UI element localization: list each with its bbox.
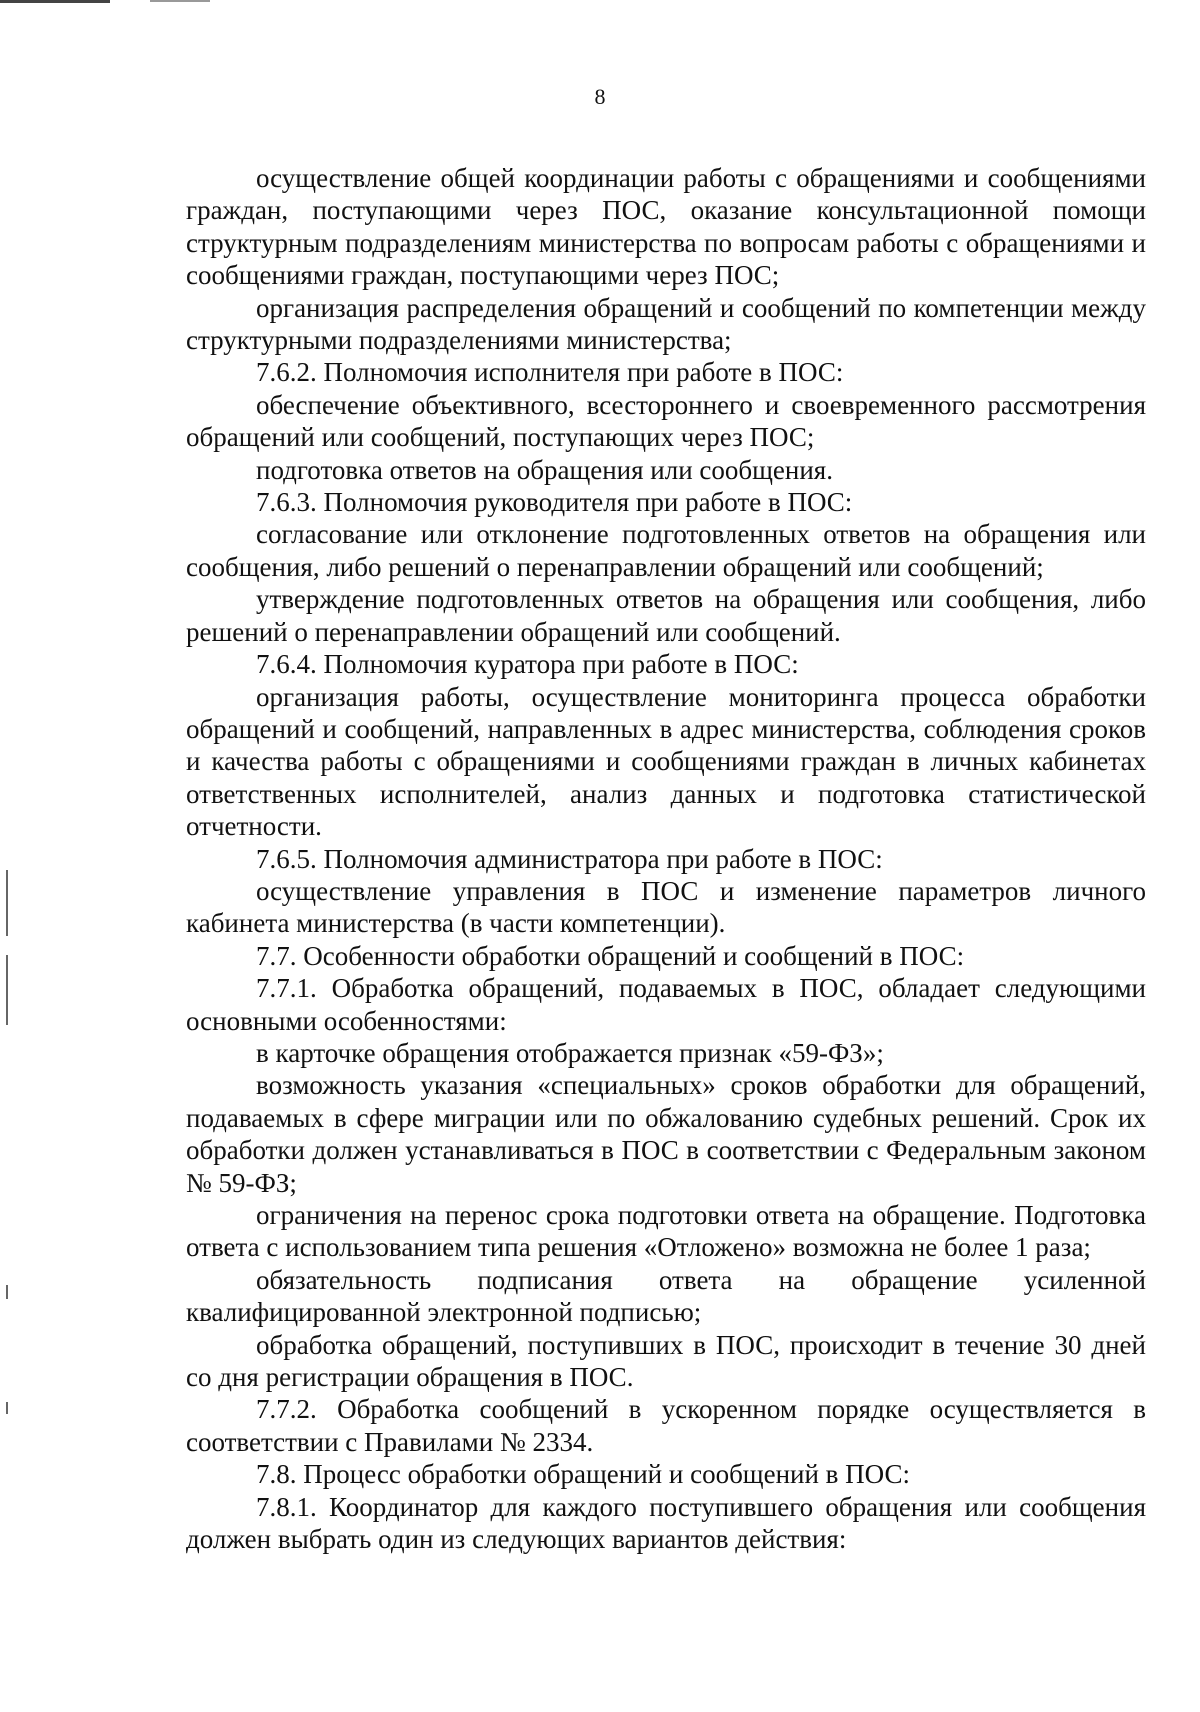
paragraph: в карточке обращения отображается признак «59-ФЗ»; [256,1037,884,1068]
paragraph: возможность указания «специальных» сроков обработки для обращений, подаваемых в сфере миграции или по обжалованию судебных решений. Срок их обработки должен устанавливаться в ПОС в соответствии с Федеральным законом № 59-ФЗ; [186,1070,1146,1198]
margin-speck [6,1285,8,1299]
section-heading: 7.6.3. Полномочия руководителя при работе в ПОС: [256,487,853,518]
paragraph: 7.8.1. Координатор для каждого поступившего обращения или сообщения должен выбрать один из следующих вариантов действия: [186,1491,1146,1555]
section-heading: 7.7. Особенности обработки обращений и сообщений в ПОС: [256,940,965,971]
page-number: 8 [594,84,606,109]
scan-artifact [0,0,110,3]
paragraph: 7.7.2. Обработка сообщений в ускоренном порядке осуществляется в соответствии с Правилами № 2334. [186,1394,1146,1457]
paragraph: обработка обращений, поступивших в ПОС, происходит в течение 30 дней со дня регистрации обращения в ПОС. [186,1329,1146,1393]
paragraph: организация распределения обращений и сообщений по компетенции между структурными подразделениями министерства; [186,292,1146,356]
paragraph: согласование или отклонение подготовленных ответов на обращения или сообщения, либо решений о перенаправлении обращений или сообщений; [186,519,1146,582]
section-heading: 7.6.4. Полномочия куратора при работе в ПОС: [256,649,799,680]
paragraph: обязательность подписания ответа на обращение усиленной квалифицированной электронной подписью; [186,1264,1146,1328]
paragraph: осуществление управления в ПОС и изменение параметров личного кабинета министерства (в части компетенции). [186,875,1146,939]
margin-speck [6,955,8,1025]
margin-speck [6,870,8,936]
margin-speck [6,1402,8,1414]
document-body [186,162,1146,1555]
section-heading: 7.6.2. Полномочия исполнителя при работе в ПОС: [256,357,844,388]
scan-artifact [150,0,210,2]
paragraph: ограничения на перенос срока подготовки ответа на обращение. Подготовка ответа с использованием типа решения «Отложено» возможна не более 1 раза; [186,1200,1146,1263]
paragraph: утверждение подготовленных ответов на обращения или сообщения, либо решений о перенаправлении обращений или сообщений. [186,584,1146,647]
paragraph: подготовка ответов на обращения или сообщения. [256,454,833,485]
section-heading: 7.8. Процесс обработки обращений и сообщений в ПОС: [256,1459,911,1490]
paragraph: 7.7.1. Обработка обращений, подаваемых в ПОС, обладает следующими основными особенностями: [186,973,1146,1036]
section-heading: 7.6.5. Полномочия администратора при работе в ПОС: [256,843,883,874]
paragraph: обеспечение объективного, всестороннего и своевременного рассмотрения обращений или сообщений, поступающих через ПОС; [186,389,1146,453]
paragraph: осуществление общей координации работы с обращениями и сообщениями граждан, поступающими через ПОС, оказание консультационной помощи структурным подразделениям министерства по вопросам работы с обращениями и сообщениями граждан, поступающими через ПОС; [186,163,1146,291]
paragraph: организация работы, осуществление мониторинга процесса обработки обращений и сообщений, направленных в адрес министерства, соблюдения сроков и качества работы с обращениями и сообщениями граждан в личных кабинетах ответственных исполнителей, анализ данных и подготовка статистической отчетности. [186,681,1146,842]
